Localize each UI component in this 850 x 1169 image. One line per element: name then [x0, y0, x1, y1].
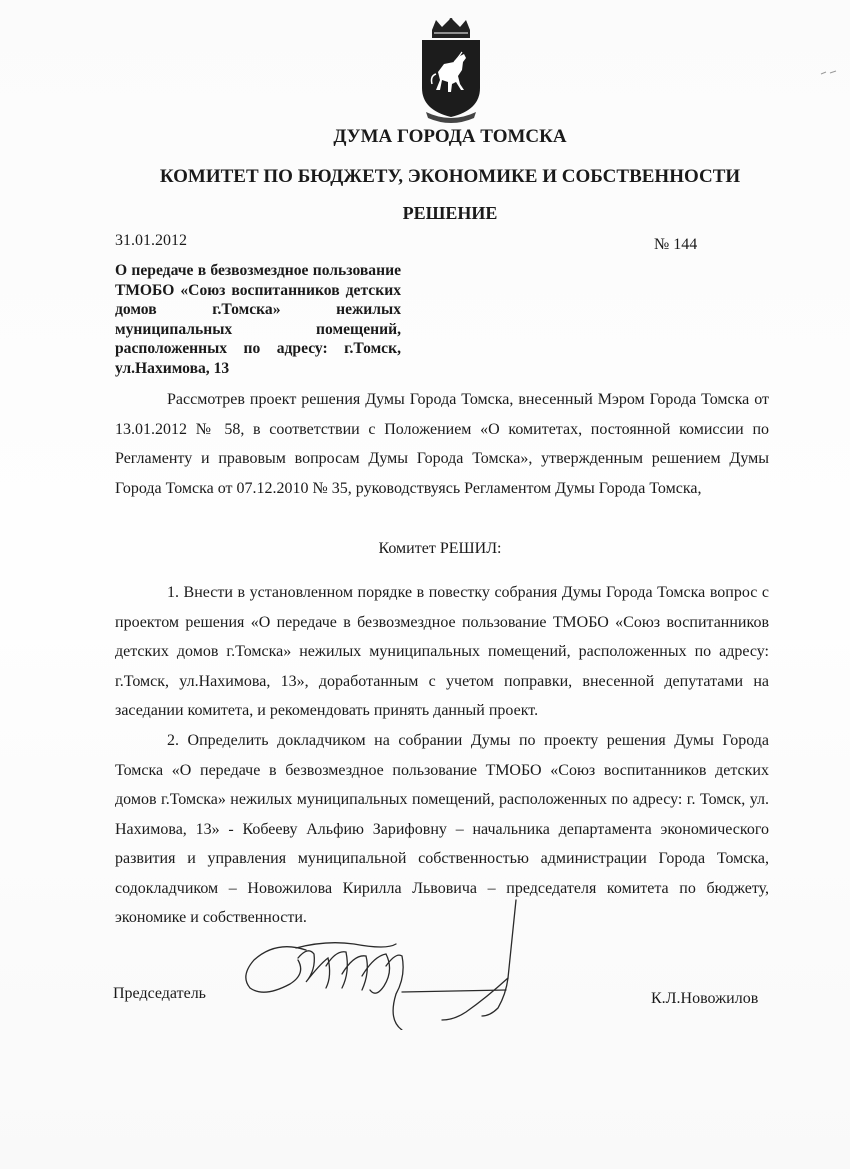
chair-name: К.Л.Новожилов	[651, 990, 759, 1007]
tomsk-coat-of-arms-icon	[418, 18, 484, 124]
scan-artifact-icon	[820, 70, 838, 76]
decision-date: 31.01.2012	[115, 232, 187, 249]
decision-title: РЕШЕНИЕ	[402, 203, 498, 223]
resolution-item-1: 1. Внести в установленном порядке в повестку собрания Думы Города Томска вопрос с проектом решения «О передаче в безвозмездное пользование ТМОБО «Союз воспитанников детских домов г.Томска» нежилых муниципальных помещений, расположенных по адресу: г.Томск, ул.Нахимова, 13», доработанным с учетом поправки, внесенной депутатами на заседании комитета, и рекомендовать принять данный проект.	[115, 584, 769, 719]
decision-number: № 144	[654, 236, 698, 253]
committee-title: КОМИТЕТ ПО БЮДЖЕТУ, ЭКОНОМИКЕ И СОБСТВЕННОСТИ	[159, 166, 741, 187]
handwritten-signature-icon	[236, 880, 536, 1030]
decision-subject: О передаче в безвозмездное пользование ТМОБО «Союз воспитанников детских домов г.Томска» нежилых муниципальных помещений, расположенных по адресу: г.Томск, ул.Нахимова, 13	[115, 262, 401, 377]
intro-paragraph: Рассмотрев проект решения Думы Города Томска, внесенный Мэром Города Томска от 13.01.2012 № 58, в соответствии с Положением «О комитетах, постоянной комиссии по Регламенту и правовым вопросам Думы Города Томска», утвержденным решением Думы Города Томска от 07.12.2010 № 35, руководствуясь Регламентом Думы Города Томска,	[115, 391, 769, 497]
chair-label: Председатель	[113, 985, 206, 1002]
resolution-item-2: 2. Определить докладчиком на собрании Думы по проекту решения Думы Города Томска «О передаче в безвозмездное пользование ТМОБО «Союз воспитанников детских домов г.Томска» нежилых муниципальных помещений, расположенных по адресу: г. Томск, ул. Нахимова, 13» - Кобееву Альфию Зарифовну – начальника департамента экономического развития и управления муниципальной собственностью администрации Города Томска, содокладчиком – Новожилова Кирилла Львовича – председателя комитета по бюджету, экономике и собственности.	[115, 732, 769, 926]
duma-title: ДУМА ГОРОДА ТОМСКА	[333, 126, 567, 147]
resolved-heading: Комитет РЕШИЛ:	[378, 540, 502, 557]
